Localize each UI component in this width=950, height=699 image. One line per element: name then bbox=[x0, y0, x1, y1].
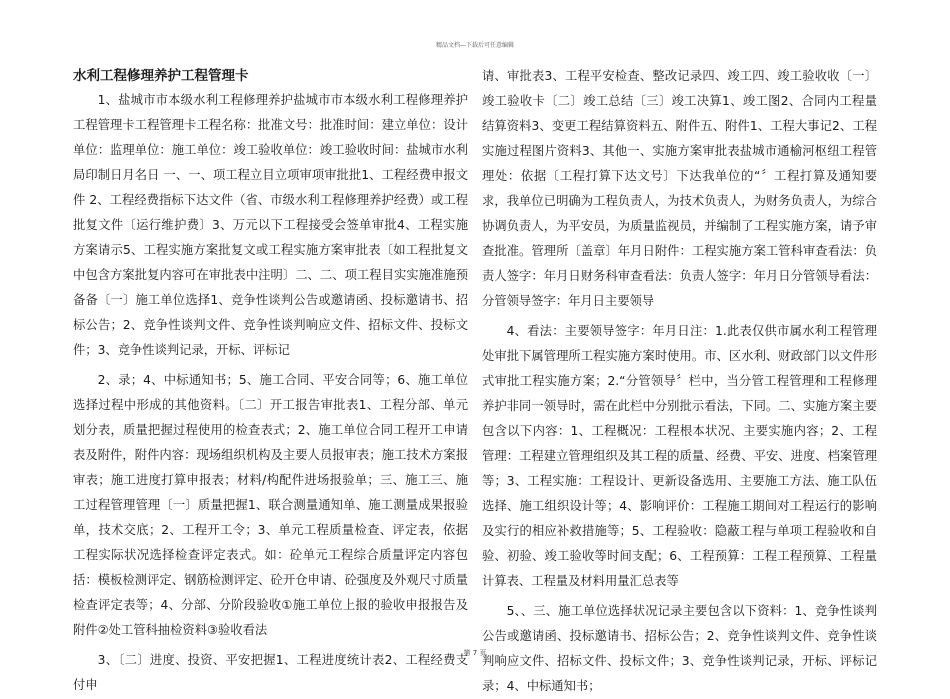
document-title: 水利工程修理养护工程管理卡 bbox=[73, 68, 249, 84]
paragraph: 1、盐城市市本级水利工程修理养护盐城市市本级水利工程修理养护工程管理卡工程管理卡工程名称：批准文号：批准时间：建立单位：设计单位：监理单位：施工单位：竣工验收单位：竣工验收时间：盐城市水利局印制日月名日 一、一、项工程立目立项审项审批批1、工程经费申报文件 2、工程经费指标下达文件（省、市级水利工程修理养护经费）或工程批复文件〔运行维护费〕3、万元以下工程接受会签单审批4、工程实施方案请示5、工程实施方案批复文或工程实施方案审批表〔如工程批复文中包含方案批复内容可在审批表中注明〕二、二、项工程目实实施准施预备备〔一〕施工单位选择1、竞争性谈判公告或邀请函、投标邀请书、招标公告；2、竞争性谈判文件、竞争性谈判响应文件、招标文件、投标文件；3、竞争性谈判记录，开标、评标记 bbox=[73, 93, 468, 357]
paragraph: 2、录；4、中标通知书；5、施工合同、平安合同等；6、施工单位选择过程中形成的其他资料。〔二〕开工报告审批表1、工程分部、单元划分表，质量把握过程使用的检查表式；2、施工单位合同工程开工申请表及附件，附件内容：现场组织机构及主要人员报审表；施工技术方案报审表；施工进度打算申报表；材料/构配件进场报验单；三、施工三、施工过程管理管理〔一〕质量把握1、联合测量通知单、施工测量成果报验单，技术交底；2、工程开工令；3、单元工程质量检查、评定表，依据工程实际状况选择检查评定表式。如：砼单元工程综合质量评定内容包括：模板检测评定、钢筋检测评定、砼开仓申请、砼强度及外观尺寸质量检查评定表等；4、分部、分阶段验收①施工单位上报的验收申报报告及附件②处工管科抽检资料③验收看法 bbox=[73, 373, 468, 637]
paragraph: 请、审批表3、工程平安检查、整改记录四、竣工四、竣工验收收〔一〕竣工验收卡〔二〕竣工总结〔三〕竣工决算1、竣工图2、合同内工程量结算资料3、变更工程结算资料五、附件五、附件1、工程大事记2、工程实施过程图片资料3、其他一、实施方案审批表盐城市通榆河枢纽工程管理处：依据〔工程打算下达文号〕下达我单位的“〞工程打算及通知要求，我单位已明确为工程负责人，为技术负责人，为财务负责人，为综合协调负责人，为平安员，为质量监视员，并编制了工程实施方案，请予审查批准。管理所〔盖章〕年月日附件：工程实施方案工管科审查看法：负责人签字：年月日财务科审查看法：负责人签字：年月日分管领导看法：分管领导签字：年月日主要领导 bbox=[482, 69, 877, 308]
paragraph: 5、、三、施工单位选择状况记录主要包含以下资料：1、竞争性谈判公告或邀请函、投标邀请书、招标公告；2、竞争性谈判文件、竞争性谈判响应文件、招标文件、投标文件；3、竞争性谈判记录，开标、评标记录；4、中标通知书； bbox=[482, 604, 877, 693]
right-column bbox=[482, 64, 877, 699]
left-column bbox=[73, 64, 468, 698]
paragraph: 4、看法：主要领导签字：年月日注：1.此表仅供市属水利工程管理处审批下属管理所工程实施方案时使用。市、区水利、财政部门以文件形式审批工程实施方案；2.“分管领导〞栏中，当分管工程管理和工程修理养护非同一领导时，需在此栏中分别批示看法，下同。二、实施方案主要包含以下内容：1、工程概况：工程根本状况、主要实施内容；2、工程管理：工程建立管理组织及其工程的质量、经费、平安、进度、档案管理等；3、工程实施：工程设计、更新设备选用、主要施工方法、施工队伍选择、施工组织设计等；4、影响评价：工程施工期间对工程运行的影响及实行的相应补救措施等；5、工程验收：隐蔽工程与单项工程验收和自验、初验、竣工验收等时间支配；6、工程预算：工程工程预算、工程量计算表、工程量及材料用量汇总表等 bbox=[482, 324, 877, 588]
paragraph: 3、〔二〕进度、投资、平安把握1、工程进度统计表2、工程经费支付申 bbox=[73, 653, 468, 692]
header-note: 精品文档—下载后可任意编辑 bbox=[435, 42, 514, 49]
page-number: 第 7 页 bbox=[463, 649, 487, 657]
